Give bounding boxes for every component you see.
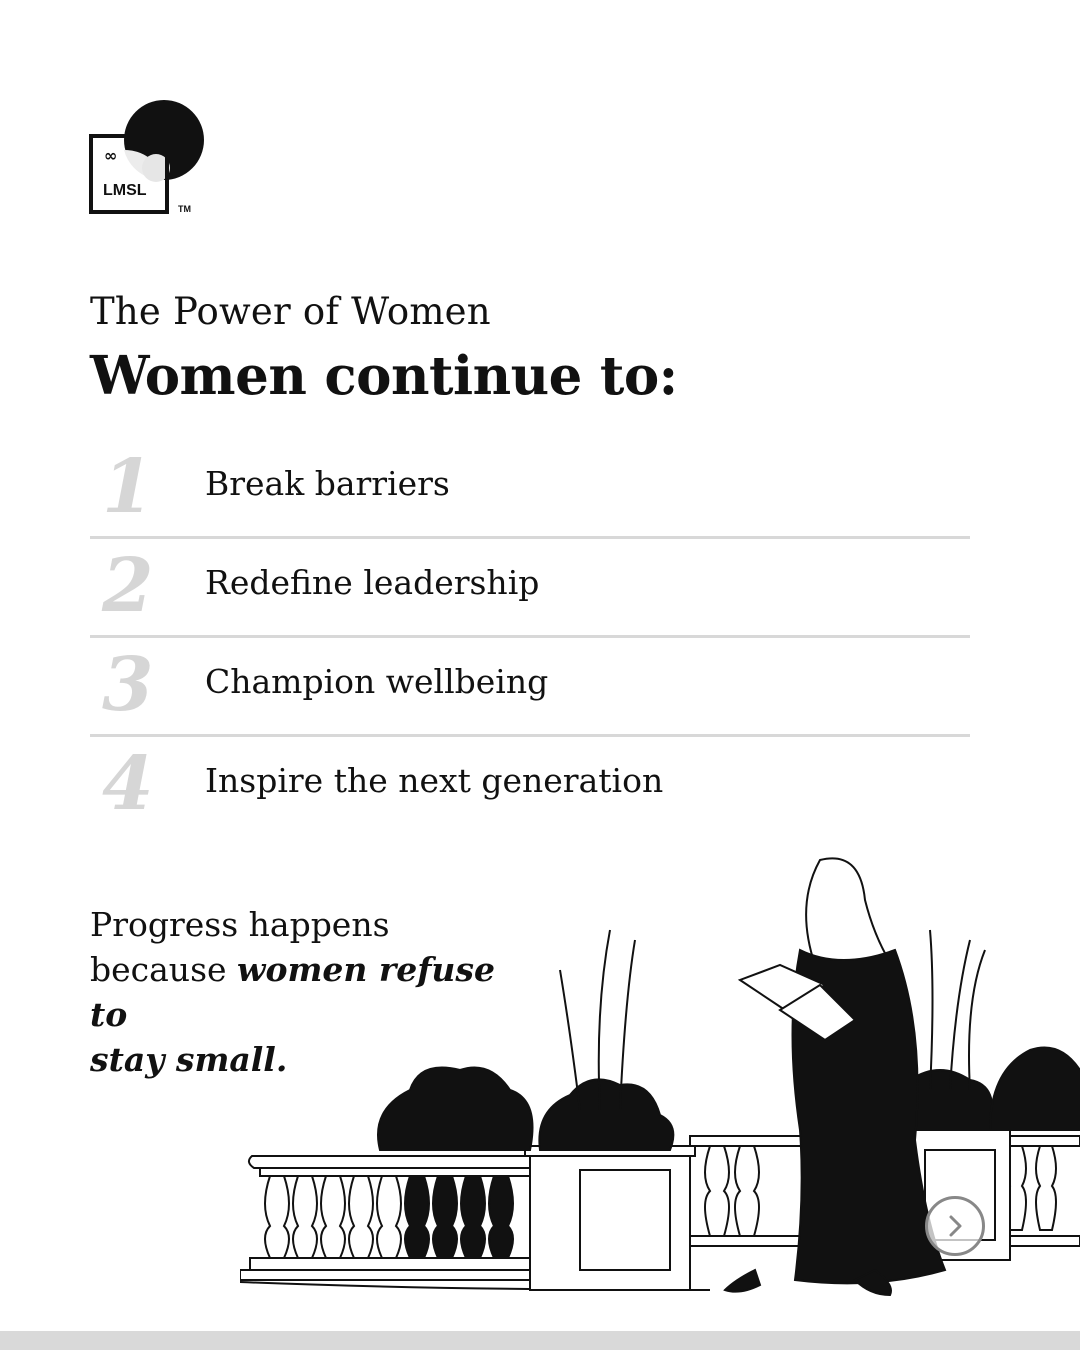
page-title: Women continue to: bbox=[90, 345, 678, 407]
bottom-bar bbox=[0, 1331, 1080, 1350]
brand-logo bbox=[88, 98, 218, 220]
numbered-list bbox=[90, 440, 970, 836]
list-item bbox=[90, 638, 970, 737]
list-label: Break barriers bbox=[205, 464, 450, 503]
list-number: 2 bbox=[102, 543, 154, 629]
tagline-emphasis-1: women refuse to bbox=[90, 950, 495, 1034]
list-label: Redefine leadership bbox=[205, 563, 540, 602]
list-number: 1 bbox=[102, 444, 154, 530]
infinity-symbol: ∞ bbox=[104, 146, 118, 165]
logo-wordmark: LMSL bbox=[103, 182, 147, 199]
tagline-line1: Progress happens bbox=[90, 905, 390, 944]
chevron-right-icon bbox=[941, 1212, 969, 1240]
page-subtitle: The Power of Women bbox=[90, 290, 491, 333]
list-number: 3 bbox=[102, 642, 154, 728]
tagline-prefix: because bbox=[90, 950, 238, 989]
tagline-emphasis-2: stay small. bbox=[90, 1040, 288, 1079]
list-item bbox=[90, 440, 970, 539]
list-item bbox=[90, 737, 970, 836]
next-slide-button[interactable] bbox=[925, 1196, 985, 1256]
trademark-mark: TM bbox=[178, 204, 191, 214]
list-label: Inspire the next generation bbox=[205, 761, 664, 800]
list-number: 4 bbox=[102, 741, 154, 827]
list-item bbox=[90, 539, 970, 638]
list-label: Champion wellbeing bbox=[205, 662, 549, 701]
